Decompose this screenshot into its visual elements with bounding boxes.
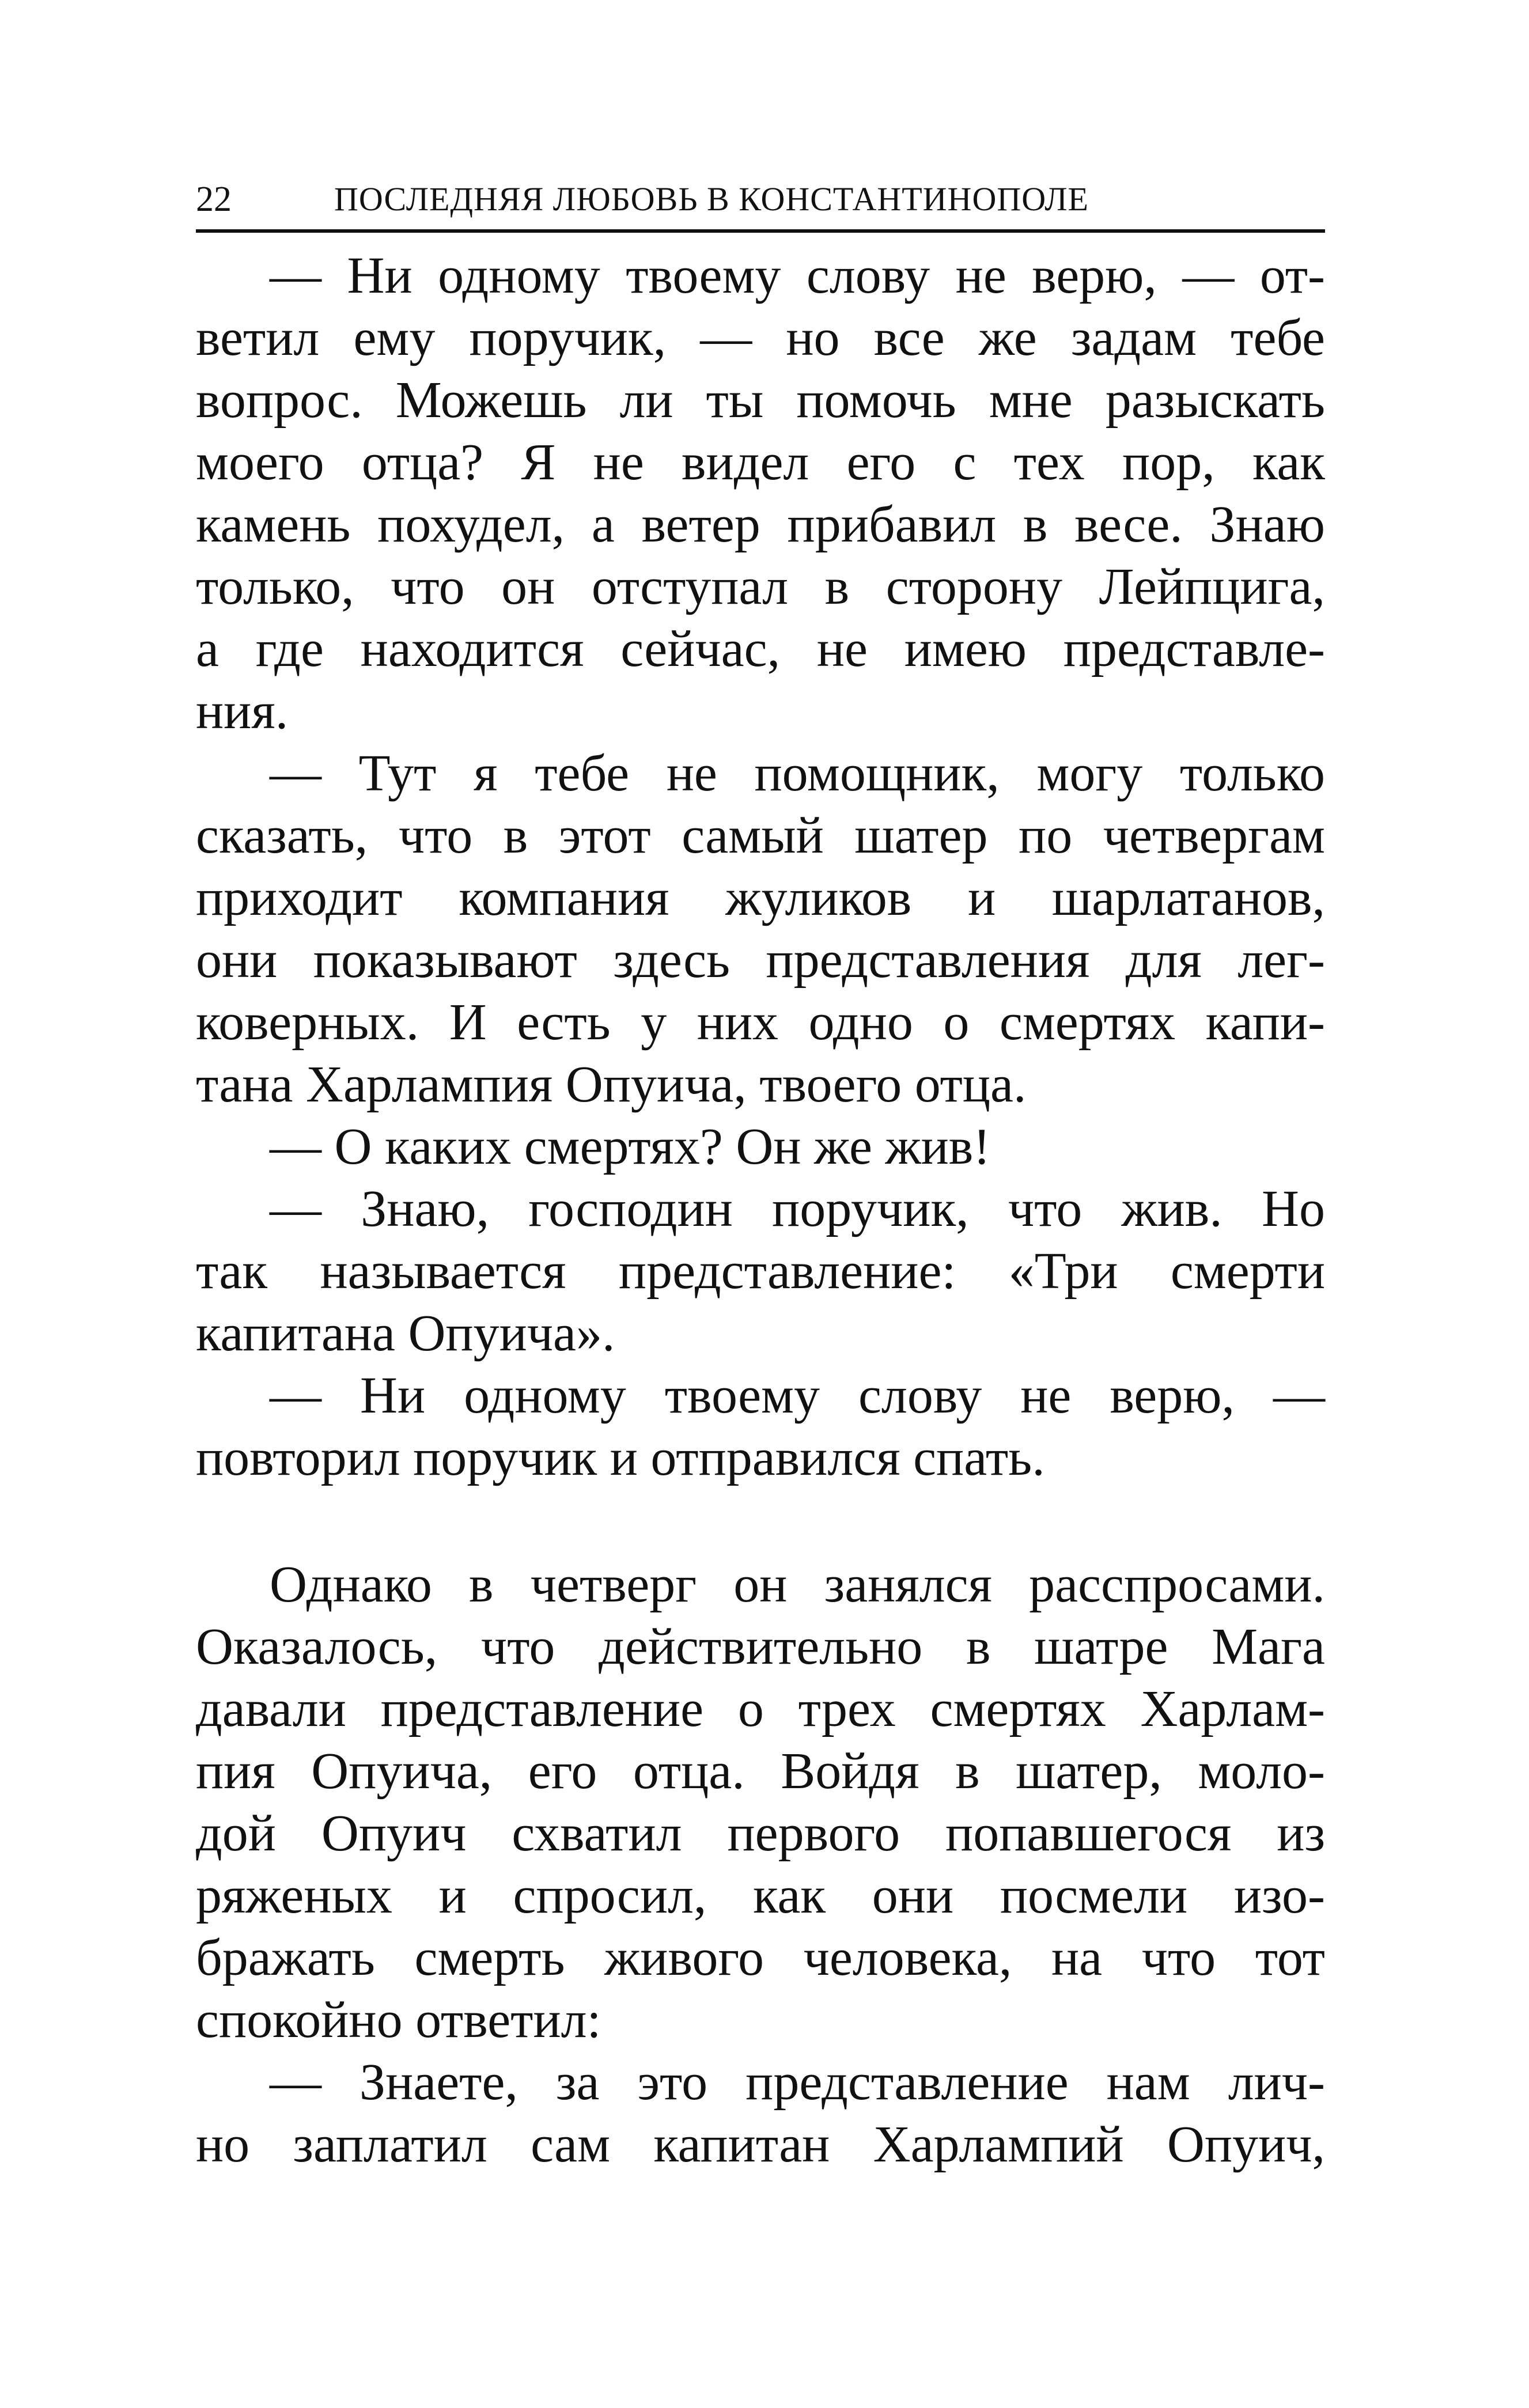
text-line: коверных. И есть у них одно о смертях капи- [196,994,1325,1051]
text-line: ветил ему поручик, — но все же задам тебе [196,309,1325,366]
text-line: Оказалось, что действительно в шатре Мага [196,1618,1325,1675]
text-line: так называется представление: «Три смерти [196,1243,1325,1300]
text-line: — О каких смертях? Он же жив! [270,1118,991,1175]
text-line: но заплатил сам капитан Харлампий Опуич, [196,2116,1325,2173]
text-line: пия Опуича, его отца. Войдя в шатер, моло- [196,1743,1325,1800]
text-line: капитана Опуича». [196,1305,615,1362]
text-line: моего отца? Я не видел его с тех пор, как [196,434,1325,491]
text-line: Однако в четверг он занялся расспросами. [270,1556,1325,1613]
text-line: — Ни одному твоему слову не верю, — [270,1367,1325,1424]
text-line: бражать смерть живого человека, на что тот [196,1929,1325,1986]
running-head [196,171,1325,228]
header-rule [196,229,1325,233]
text-line: они показывают здесь представления для лег- [196,932,1325,989]
text-line: только, что он отступал в сторону Лейпцига, [196,558,1325,615]
text-line: — Знаете, за это представление нам лич- [270,2054,1325,2111]
text-line: — Тут я тебе не помощник, могу только [270,745,1325,802]
body-text [196,245,1325,2176]
text-line: спокойно ответил: [196,1991,601,2049]
text-line: ния. [196,683,289,740]
text-line: — Ни одному твоему слову не верю, — от- [270,247,1325,304]
text-line: сказать, что в этот самый шатер по четвергам [196,807,1325,864]
section-break [196,1489,1325,1554]
text-line: ряженых и спросил, как они посмели изо- [196,1867,1325,1924]
text-line: тана Харлампия Опуича, твоего отца. [196,1056,1027,1113]
running-title: ПОСЛЕДНЯЯ ЛЮБОВЬ В КОНСТАНТИНОПОЛЕ [334,180,1089,218]
text-line: а где находится сейчас, не имею представле- [196,620,1325,677]
text-line: повторил поручик и отправился спать. [196,1429,1045,1486]
text-line: вопрос. Можешь ли ты помочь мне разыскать [196,372,1325,429]
text-line: приходит компания жуликов и шарлатанов, [196,869,1325,926]
text-line: — Знаю, господин поручик, что жив. Но [270,1180,1325,1237]
page-number: 22 [196,180,232,219]
text-line: давали представление о трех смертях Харлам- [196,1680,1325,1737]
text-line: дой Опуич схватил первого попавшегося из [196,1805,1325,1862]
text-line: камень похудел, а ветер прибавил в весе. Знаю [196,496,1325,553]
